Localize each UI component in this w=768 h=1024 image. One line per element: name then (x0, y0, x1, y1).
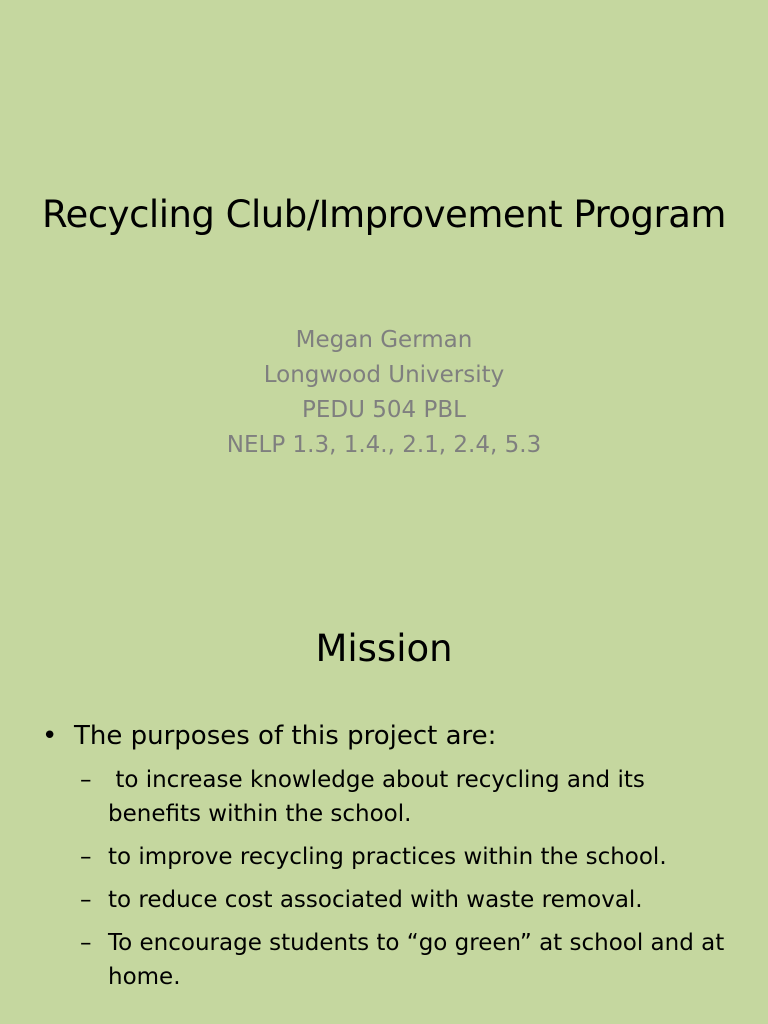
institution-name: Longwood University (263, 362, 505, 388)
standards-list: NELP 1.3, 1.4., 2.1, 2.4, 5.3 (226, 432, 542, 458)
purpose-text: to improve recycling practices within the school. (108, 844, 667, 870)
list-item (80, 840, 730, 874)
list-item (80, 926, 730, 994)
slide-subtitle (40, 323, 728, 463)
dash-marker: – (80, 767, 92, 793)
purpose-list (80, 763, 730, 994)
mission-bullet (42, 717, 732, 994)
dash-marker: – (80, 844, 92, 870)
mission-title: Mission (315, 627, 453, 670)
purpose-text: to reduce cost associated with waste removal. (108, 887, 643, 913)
course-code: PEDU 504 PBL (302, 397, 466, 423)
purpose-text: to increase knowledge about recycling and its benefits within the school. (108, 767, 653, 827)
bullet-marker: • (42, 721, 58, 751)
mission-slide (0, 512, 768, 1024)
slide-title: Recycling Club/Improvement Program (42, 193, 726, 236)
list-item (80, 763, 730, 831)
dash-marker: – (80, 930, 92, 956)
purpose-text: To encourage students to “go green” at school and at home. (108, 930, 725, 990)
author-name: Megan German (295, 327, 473, 353)
list-item (80, 883, 730, 917)
bullet-text: The purposes of this project are: (74, 721, 497, 751)
mission-bullet-list (42, 717, 732, 1003)
dash-marker: – (80, 887, 92, 913)
